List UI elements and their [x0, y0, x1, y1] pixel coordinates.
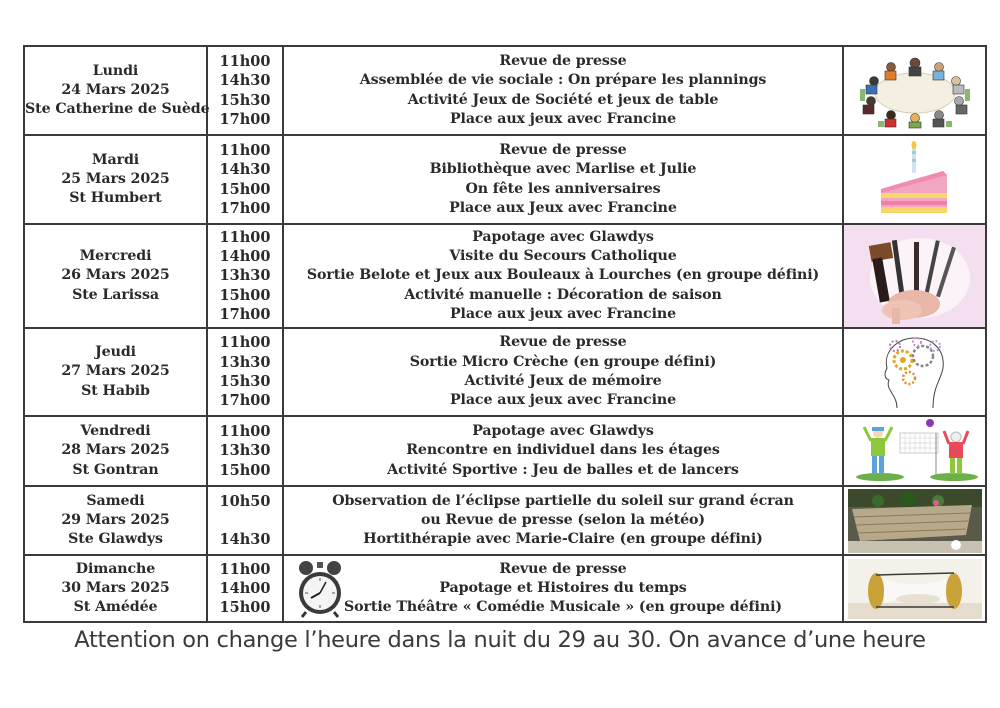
- day-saint: St Gontran: [72, 461, 159, 478]
- time: 11h00: [219, 423, 271, 441]
- time: 14h30: [219, 161, 271, 179]
- activities-cell: [283, 328, 843, 416]
- activity: Observation de l’éclipse partielle du soleil sur grand écran: [332, 492, 794, 509]
- times-cell: [207, 328, 283, 416]
- day-row-samedi: [24, 486, 986, 555]
- time: 11h00: [219, 560, 271, 578]
- time: 11h00: [219, 141, 271, 159]
- day-saint: Ste Catherine de Suède: [25, 101, 210, 118]
- paintbrushes-photo: [844, 228, 985, 324]
- activity: Place aux Jeux avec Francine: [449, 199, 677, 216]
- day-cell: [24, 46, 210, 135]
- time: 17h00: [219, 392, 271, 410]
- image-cell: [843, 486, 986, 555]
- image-cell: [843, 224, 986, 328]
- activity: Rencontre en individuel dans les étages: [406, 442, 720, 459]
- day-row-mercredi: [24, 224, 986, 328]
- activity: Sortie Théâtre « Comédie Musicale » (en groupe défini): [344, 599, 782, 616]
- day-date: 26 Mars 2025: [61, 267, 170, 284]
- image-cell: [843, 328, 986, 416]
- times-cell: [207, 224, 283, 328]
- day-date: 24 Mars 2025: [61, 81, 170, 98]
- time: 15h00: [219, 599, 271, 617]
- day-name: Vendredi: [80, 423, 151, 440]
- day-date: 27 Mars 2025: [61, 363, 170, 380]
- time: 13h30: [219, 353, 271, 371]
- day-name: Mercredi: [79, 248, 152, 265]
- day-saint: Ste Larissa: [72, 286, 159, 303]
- day-name: Jeudi: [95, 344, 136, 361]
- day-date: 28 Mars 2025: [61, 442, 170, 459]
- garden-planter-photo: [844, 489, 985, 553]
- activity: Assemblée de vie sociale : On prépare les plannings: [359, 72, 767, 89]
- activity: Sortie Belote et Jeux aux Bouleaux à Lourches (en groupe défini): [306, 267, 820, 284]
- day-saint: St Habib: [81, 382, 150, 399]
- day-saint: St Amédée: [73, 599, 158, 616]
- times-cell: [207, 555, 283, 622]
- activity: Papotage avec Glawdys: [472, 423, 654, 440]
- activity: Activité Sportive : Jeu de balles et de lancers: [387, 461, 739, 478]
- activity: Revue de presse: [499, 560, 627, 577]
- image-cell: [843, 416, 986, 486]
- day-cell: [24, 416, 207, 486]
- activity: On fête les anniversaires: [465, 180, 661, 197]
- time: 17h00: [219, 305, 271, 323]
- image-cell: [843, 555, 986, 622]
- day-row-lundi: [24, 46, 986, 135]
- activity: Activité manuelle : Décoration de saison: [404, 286, 722, 303]
- activities-cell: [283, 224, 843, 328]
- activity: Place aux jeux avec Francine: [449, 110, 677, 127]
- time: 11h00: [219, 334, 271, 352]
- day-date: 25 Mars 2025: [61, 170, 170, 187]
- activity: Bibliothèque avec Marlise et Julie: [429, 161, 697, 178]
- day-date: 30 Mars 2025: [61, 579, 170, 596]
- day-cell: [24, 486, 207, 555]
- activity: ou Revue de presse (selon la météo): [421, 511, 705, 528]
- time: 14h30: [219, 72, 271, 90]
- activity: Visite du Secours Catholique: [449, 248, 677, 265]
- time: 15h30: [219, 91, 271, 109]
- day-date: 29 Mars 2025: [61, 511, 170, 528]
- time: 10h50: [219, 492, 271, 510]
- day-saint: Ste Glawdys: [68, 531, 163, 548]
- time: 15h00: [219, 180, 271, 198]
- activity: Revue de presse: [499, 141, 627, 158]
- day-row-jeudi: [24, 328, 986, 416]
- day-row-mardi: [24, 135, 986, 224]
- activity: Hortithérapie avec Marie-Claire (en groupe défini): [363, 531, 763, 548]
- activity: Activité Jeux de Société et jeux de table: [407, 91, 719, 108]
- day-cell: [24, 328, 207, 416]
- time: 15h00: [219, 461, 271, 479]
- day-row-dimanche: [24, 555, 986, 622]
- time: 14h00: [219, 579, 271, 597]
- times-cell: [207, 135, 283, 224]
- times-cell: [207, 416, 283, 486]
- ball-game-illustration: [844, 419, 985, 483]
- image-cell: [843, 135, 986, 224]
- activities-cell: [283, 486, 843, 555]
- times-cell: [207, 46, 283, 135]
- activity: Sortie Micro Crèche (en groupe défini): [409, 353, 717, 370]
- time: 11h00: [219, 228, 271, 246]
- times-cell: [207, 486, 283, 555]
- activities-cell: [283, 555, 843, 622]
- hourglass-photo: [844, 559, 985, 619]
- day-name: Mardi: [91, 151, 140, 168]
- activities-cell: [283, 416, 843, 486]
- activity: Revue de presse: [499, 52, 627, 69]
- time: 13h30: [219, 267, 271, 285]
- activities-cell: [283, 135, 843, 224]
- time: 15h00: [219, 286, 271, 304]
- day-name: Dimanche: [75, 560, 156, 577]
- time: 14h00: [219, 248, 271, 266]
- weekly-schedule-table: [23, 45, 987, 623]
- time: 14h30: [219, 531, 271, 549]
- meeting-table-illustration: [844, 53, 985, 129]
- day-row-vendredi: [24, 416, 986, 486]
- time: 11h00: [219, 52, 271, 70]
- day-name: Lundi: [92, 62, 139, 79]
- image-cell: [843, 46, 986, 135]
- day-cell: [24, 135, 207, 224]
- time: 13h30: [219, 442, 271, 460]
- activity: Papotage et Histoires du temps: [439, 579, 687, 596]
- daylight-saving-notice: Attention on change l’heure dans la nuit du 29 au 30. On avance d’une heure: [74, 627, 926, 653]
- alarm-clock-icon: [296, 560, 344, 622]
- activity: Place aux jeux avec Francine: [449, 305, 677, 322]
- activity: Place aux jeux avec Francine: [449, 392, 677, 409]
- activities-cell: [283, 46, 843, 135]
- activity: Activité Jeux de mémoire: [464, 373, 662, 389]
- activity: Papotage avec Glawdys: [472, 228, 654, 245]
- day-saint: St Humbert: [69, 190, 162, 207]
- day-name: Samedi: [86, 492, 145, 509]
- day-cell: [24, 224, 207, 328]
- time: 17h00: [219, 199, 271, 217]
- brain-gears-illustration: [844, 332, 985, 412]
- day-cell: [24, 555, 207, 622]
- activity: Revue de presse: [499, 334, 627, 351]
- time: 17h00: [219, 110, 271, 128]
- birthday-cake-illustration: [844, 141, 985, 219]
- time: 15h30: [219, 373, 271, 390]
- time: [208, 511, 282, 530]
